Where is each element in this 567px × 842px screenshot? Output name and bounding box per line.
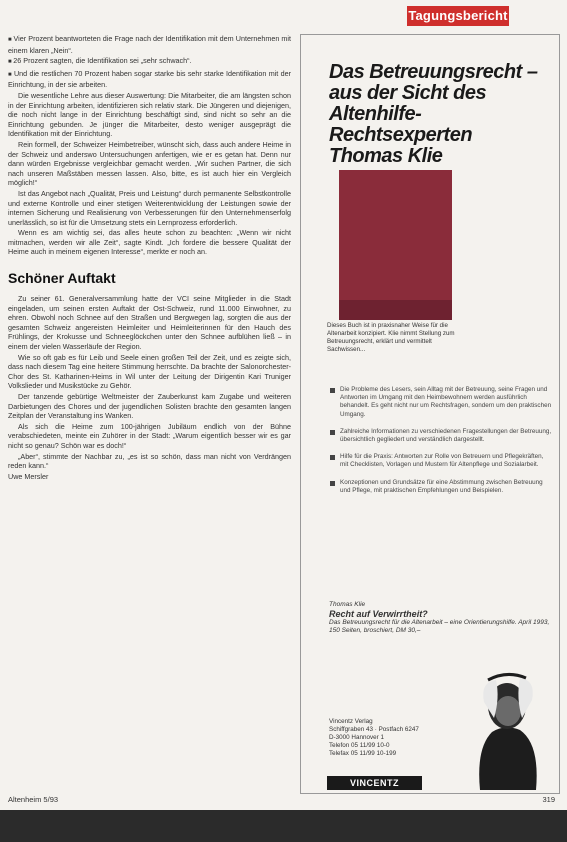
article-paragraph: ■ 26 Prozent sagten, die Identifikation sei „sehr schwach“. xyxy=(8,56,291,68)
author-signature: Uwe Mersler xyxy=(8,471,49,481)
article-paragraph: ■ Vier Prozent beantworteten die Frage nach der Identifikation mit dem Unternehmen mit einem klaren „Nein“. xyxy=(8,34,291,55)
article-paragraph: Als sich die Heime zum 100-jährigen Jubiläum endlich von der Bühne verabschiedeten, meinte ein Zuhörer in der Stadt: „Warum eigentlich besser wir es gar nicht so genau? Schön war es doch!“ xyxy=(8,421,291,450)
article-paragraph: „Aber“, stimmte der Nachbar zu, „es ist so schön, dass man nicht von Verdrängen reden kann.“ xyxy=(8,451,291,471)
publisher-address xyxy=(329,718,451,758)
article-body-bottom xyxy=(8,294,291,471)
section-heading: Schöner Auftakt xyxy=(8,270,116,287)
article-paragraph: Die wesentliche Lehre aus dieser Auswertung: Die Mitarbeiter, die am längsten schon in der Einrichtung arbeiten, identifizieren sich relativ stark. Die Jüngeren und diejenigen, die noch nicht lange in der Einrichtung beschäftigt sind, sind nicht so sehr an die Einrichtung gebunden. Je jünger die Mitarbeiter, desto weniger ausgeprägt die Identifikation mit der Einrichtung. xyxy=(8,90,291,139)
article-paragraph: Wenn es am wichtig sei, das alles heute schon zu beachten: „Wenn wir nicht mitmachen, werden wir alle Zeit“, sagte Kindt. „Ich fordere die bessere Qualität der Heime auch in meinem eigenen Interesse“, merkte er noch an. xyxy=(8,228,291,257)
book-blurb: Dieses Buch ist in praxisnaher Weise für die Altenarbeit konzipiert. Klie nimmt Stellung zum Betreuungsrecht, erklärt und vermittelt Sachwissen... xyxy=(327,322,455,353)
article-column xyxy=(8,34,291,482)
publication-info xyxy=(329,601,551,636)
article-paragraph: Wie so oft gab es für Leib und Seele einen großen Teil der Zeit, und es zeigte sich, dass nach diesem Tag eine heitere Stimmung herrschte. Da brachte der Salonorchester-Chor des St. Katharinen-Heims in Wil unter der Leitung der Dirigentin Kari Truniger Volkslieder und Musikstücke zu Gehör. xyxy=(8,352,291,391)
ad-feature-item: Zahlreiche Informationen zu verschiedenen Fragestellungen der Betreuung, übersichtlich gegliedert und verständlich dargestellt. xyxy=(330,428,552,444)
ad-feature-item: Konzeptionen und Grundsätze für eine Abstimmung zwischen Betreuung und Pflege, mit praktischen Empfehlungen und Beispielen. xyxy=(330,479,552,495)
article-paragraph: Zu seiner 61. Generalversammlung hatte der VCI seine Mitglieder in die Stadt eingeladen, um seinen ersten Auftakt der Ost-Schweiz, rund 11.000 Einwohner, zu ehren. Obwohl noch Schnee auf den Straßen und Bergwegen lag, sorgten die aus der gesamten Schweiz angereisten Heimleiter und Heimleiterinnen für den Hauch des Frühlings, der Krokusse und Schneeglöckchen unter den Schnee aufblühen ließ – in einem der vielen Wasserläufe der Region. xyxy=(8,294,291,352)
publisher-fax: Telefax 05 11/99 10-199 xyxy=(329,750,397,757)
ad-feature-item: Hilfe für die Praxis: Antworten zur Rolle von Betreuern und Pflegekräften, mit Checklisten, Vorlagen und Mustern für Altenpflege und Sozialarbeit. xyxy=(330,453,552,469)
article-paragraph: Rein formell, der Schweizer Heimbetreiber, wünscht sich, dass auch andere Heime in der Schweiz und anderswo Untersuchungen anfertigen, wie er es getan hat. Denn nur dann würden Ergebnisse vergleichbar gemacht werden. „Wir suchen Partner, die sich nach unseren Maßstäben messen lassen. Also, bitte, es ist auch hier ein Vergleich möglich!“ xyxy=(8,139,291,188)
page-number: 319 xyxy=(542,795,555,804)
book-cover-band xyxy=(339,300,452,320)
publisher-phone: Telefon 05 11/99 10-0 xyxy=(329,742,390,749)
article-body-top xyxy=(8,34,291,257)
scan-bottom-edge xyxy=(0,810,567,842)
publisher-city: D-3000 Hannover 1 xyxy=(329,734,384,741)
article-paragraph: Der tanzende gebürtige Weltmeister der Zauberkunst kam Zugabe und weiteren Darbietungen des Chores und der jugendlichen Solisten brachte den gesamten langen Zeitplan der Veranstaltung ins Wanken. xyxy=(8,392,291,421)
ad-headline: Das Betreuungsrecht – aus der Sicht des Altenhilfe-Rechtsexperten Thomas Klie xyxy=(329,61,538,167)
page-footer xyxy=(8,793,555,807)
book-author: Thomas Klie xyxy=(329,601,366,608)
book-details: Das Betreuungsrecht für die Altenarbeit – eine Orientierungshilfe. April 1993, 150 Seiten, broschiert, DM 30,– xyxy=(329,619,550,635)
publisher-street: Schiffgraben 43 · Postfach 6247 xyxy=(329,726,419,733)
worried-person-photo xyxy=(462,640,548,790)
book-title: Recht auf Verwirrtheit? xyxy=(329,609,428,620)
section-tag: Tagungsbericht xyxy=(407,6,509,26)
ad-feature-list xyxy=(330,386,552,504)
issue-label: Altenheim 5/93 xyxy=(8,795,59,804)
article-paragraph: ■ Und die restlichen 70 Prozent haben sogar starke bis sehr starke Identifikation mit der Einrichtung, in der sie arbeiten. xyxy=(8,69,291,90)
ad-feature-item: Die Probleme des Lesers, sein Alltag mit der Betreuung, seine Fragen und Antworten im Umgang mit den Heimbewohnern werden ausführlich behandelt. Es geht nicht nur um Rechtsfragen, sondern um den praktischen Umgang. xyxy=(330,386,552,419)
publisher-logo: VINCENTZ xyxy=(327,776,422,790)
article-paragraph: Ist das Angebot nach „Qualität, Preis und Leistung“ durch permanente Selbstkontrolle und externe Kontrolle und einer stetigen Weiterentwicklung der Leistungen sowie der internen Sicherung und Realisierung von Verbesserungen für den Unternehmenserfolg unerlässlich, so ist für die Umsetzung stets ein Lernprozess erforderlich. xyxy=(8,188,291,227)
publisher-name: Vincentz Verlag xyxy=(329,718,373,725)
book-cover-image xyxy=(339,170,452,320)
